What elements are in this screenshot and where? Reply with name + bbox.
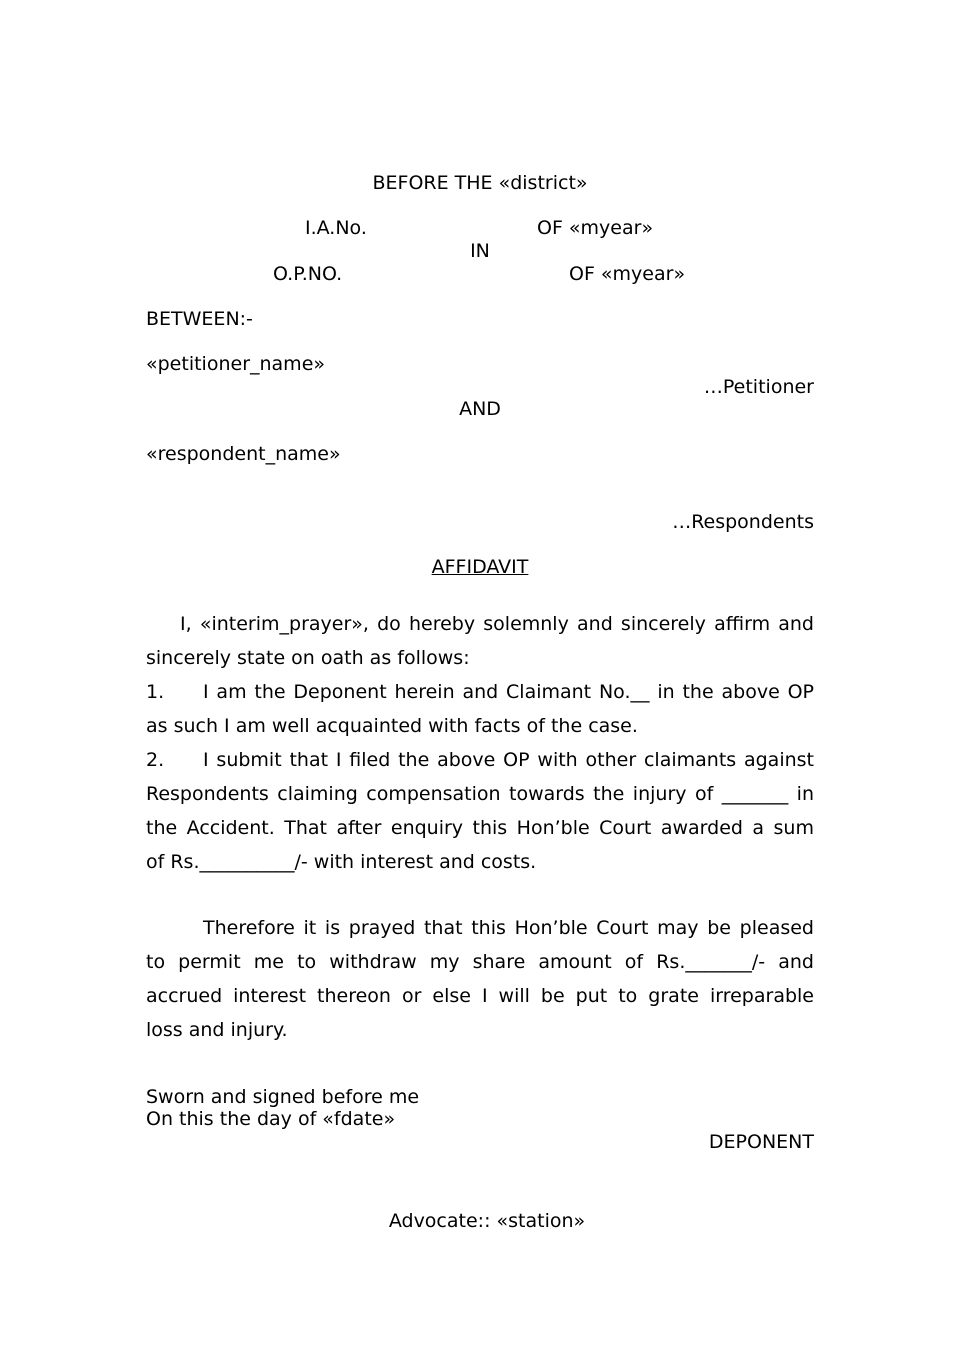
prayer-line: loss and injury. (146, 1019, 288, 1041)
op-year-label: OF «myear» (569, 263, 686, 285)
item-line: I am the Deponent herein and Claimant No.__ in the above OP (203, 681, 814, 703)
court-heading: BEFORE THE «district» (372, 172, 588, 194)
item-line: as such I am well acquainted with facts of the case. (146, 715, 638, 737)
prayer-line: accrued interest thereon or else I will be put to grate irreparable (146, 985, 814, 1007)
item-line: I submit that I filed the above OP with other claimants against (203, 749, 814, 771)
respondent-name: «respondent_name» (146, 443, 341, 465)
respondent-role: …Respondents (672, 511, 814, 533)
item-line: the Accident. That after enquiry this Hon’ble Court awarded a sum (146, 817, 814, 839)
op-number-label: O.P.NO. (273, 263, 343, 285)
item-number: 2. (146, 749, 165, 771)
intro-line: sincerely state on oath as follows: (146, 647, 470, 669)
and-label: AND (459, 398, 501, 420)
petitioner-role: …Petitioner (703, 376, 814, 398)
ia-year-label: OF «myear» (537, 217, 654, 239)
advocate-line: Advocate:: «station» (388, 1210, 586, 1232)
item-line: of Rs.__________/- with interest and costs. (146, 851, 537, 873)
sworn-date-line: On this the day of «fdate» (146, 1108, 396, 1130)
sworn-line: Sworn and signed before me (146, 1086, 420, 1108)
affidavit-title: AFFIDAVIT (431, 556, 529, 578)
in-label: IN (470, 240, 490, 262)
deponent-label: DEPONENT (708, 1131, 814, 1153)
between-label: BETWEEN:- (146, 308, 253, 330)
intro-line: I, «interim_prayer», do hereby solemnly and sincerely affirm and (180, 613, 814, 635)
item-number: 1. (146, 681, 165, 703)
prayer-paragraph (146, 911, 814, 1047)
prayer-line: Therefore it is prayed that this Hon’ble Court may be pleased (203, 917, 814, 939)
intro-paragraph (146, 607, 814, 675)
item-line: Respondents claiming compensation towards the injury of _______ in (146, 783, 814, 805)
numbered-item-1 (146, 675, 814, 743)
petitioner-name: «petitioner_name» (146, 353, 326, 375)
numbered-item-2 (146, 743, 814, 879)
prayer-line: to permit me to withdraw my share amount of Rs._______/- and (146, 951, 814, 973)
ia-number-label: I.A.No. (305, 217, 367, 239)
